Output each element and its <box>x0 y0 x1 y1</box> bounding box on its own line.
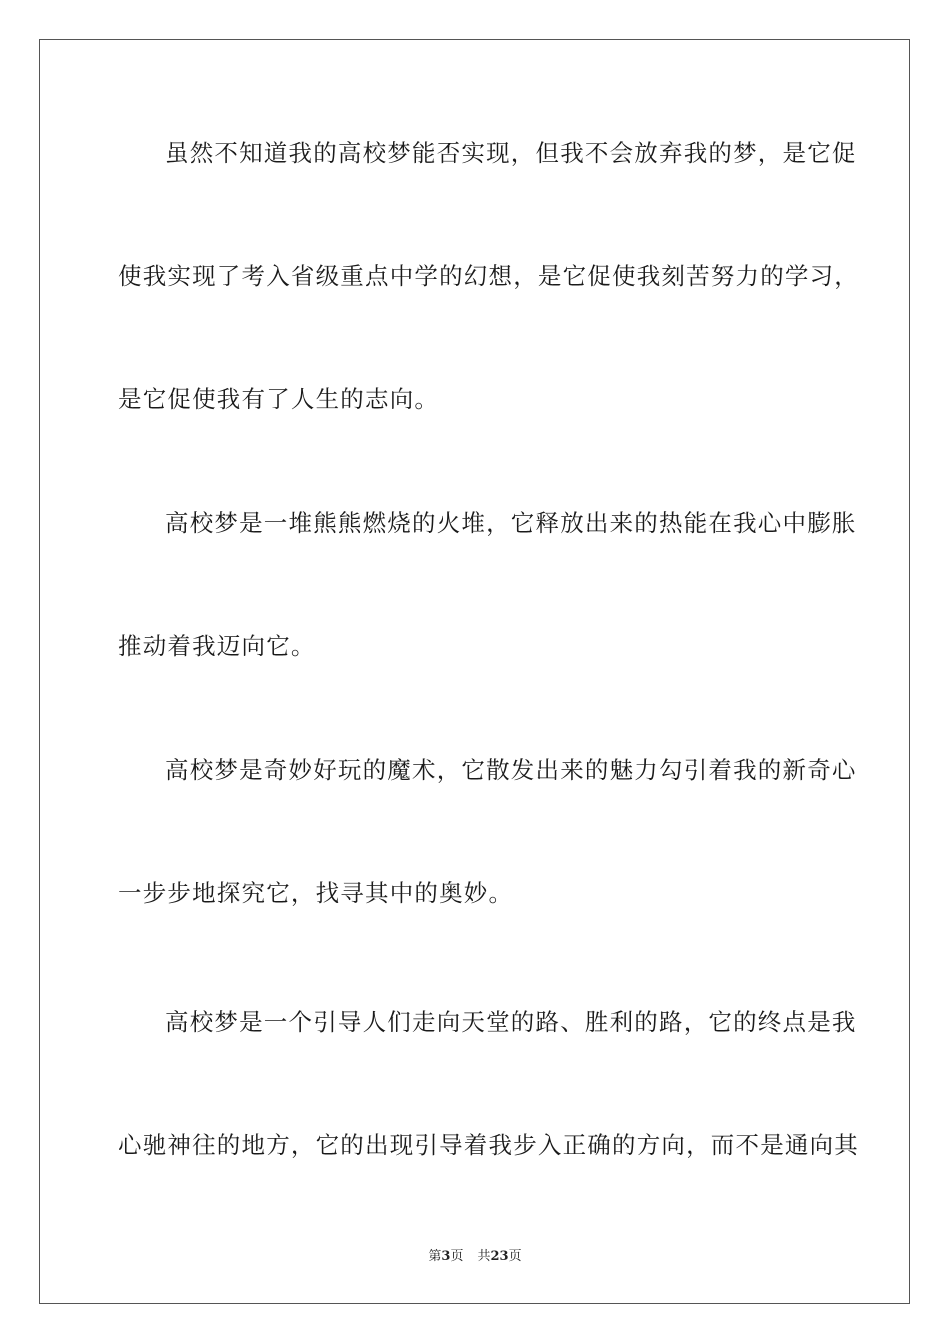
page-footer <box>0 1248 950 1266</box>
page-number: 3 <box>441 1249 451 1264</box>
paragraph-2-line-2: 推动着我迈向它。 <box>118 632 316 660</box>
total-prefix: 共 <box>477 1249 491 1264</box>
paragraph-1-line-1: 虽然不知道我的高校梦能否实现，但我不会放弃我的梦，是它促 <box>165 139 857 167</box>
paragraph-3-line-1: 高校梦是奇妙好玩的魔术，它散发出来的魅力勾引着我的新奇心 <box>165 756 857 784</box>
page-border <box>39 39 910 1304</box>
paragraph-2-line-1: 高校梦是一堆熊熊燃烧的火堆，它释放出来的热能在我心中膨胀 <box>165 509 857 537</box>
page-suffix: 页 <box>450 1249 464 1264</box>
paragraph-1-line-2: 使我实现了考入省级重点中学的幻想，是它促使我刻苦努力的学习， <box>118 262 859 290</box>
total-suffix: 页 <box>508 1249 522 1264</box>
total-pages: 23 <box>490 1249 509 1264</box>
paragraph-4-line-2: 心驰神往的地方，它的出现引导着我步入正确的方向，而不是通向其 <box>118 1131 859 1159</box>
page-prefix: 第 <box>428 1249 442 1264</box>
paragraph-4-line-1: 高校梦是一个引导人们走向天堂的路、胜利的路，它的终点是我 <box>165 1008 857 1036</box>
paragraph-1-line-3: 是它促使我有了人生的志向。 <box>118 385 440 413</box>
paragraph-3-line-2: 一步步地探究它，找寻其中的奥妙。 <box>118 879 514 907</box>
